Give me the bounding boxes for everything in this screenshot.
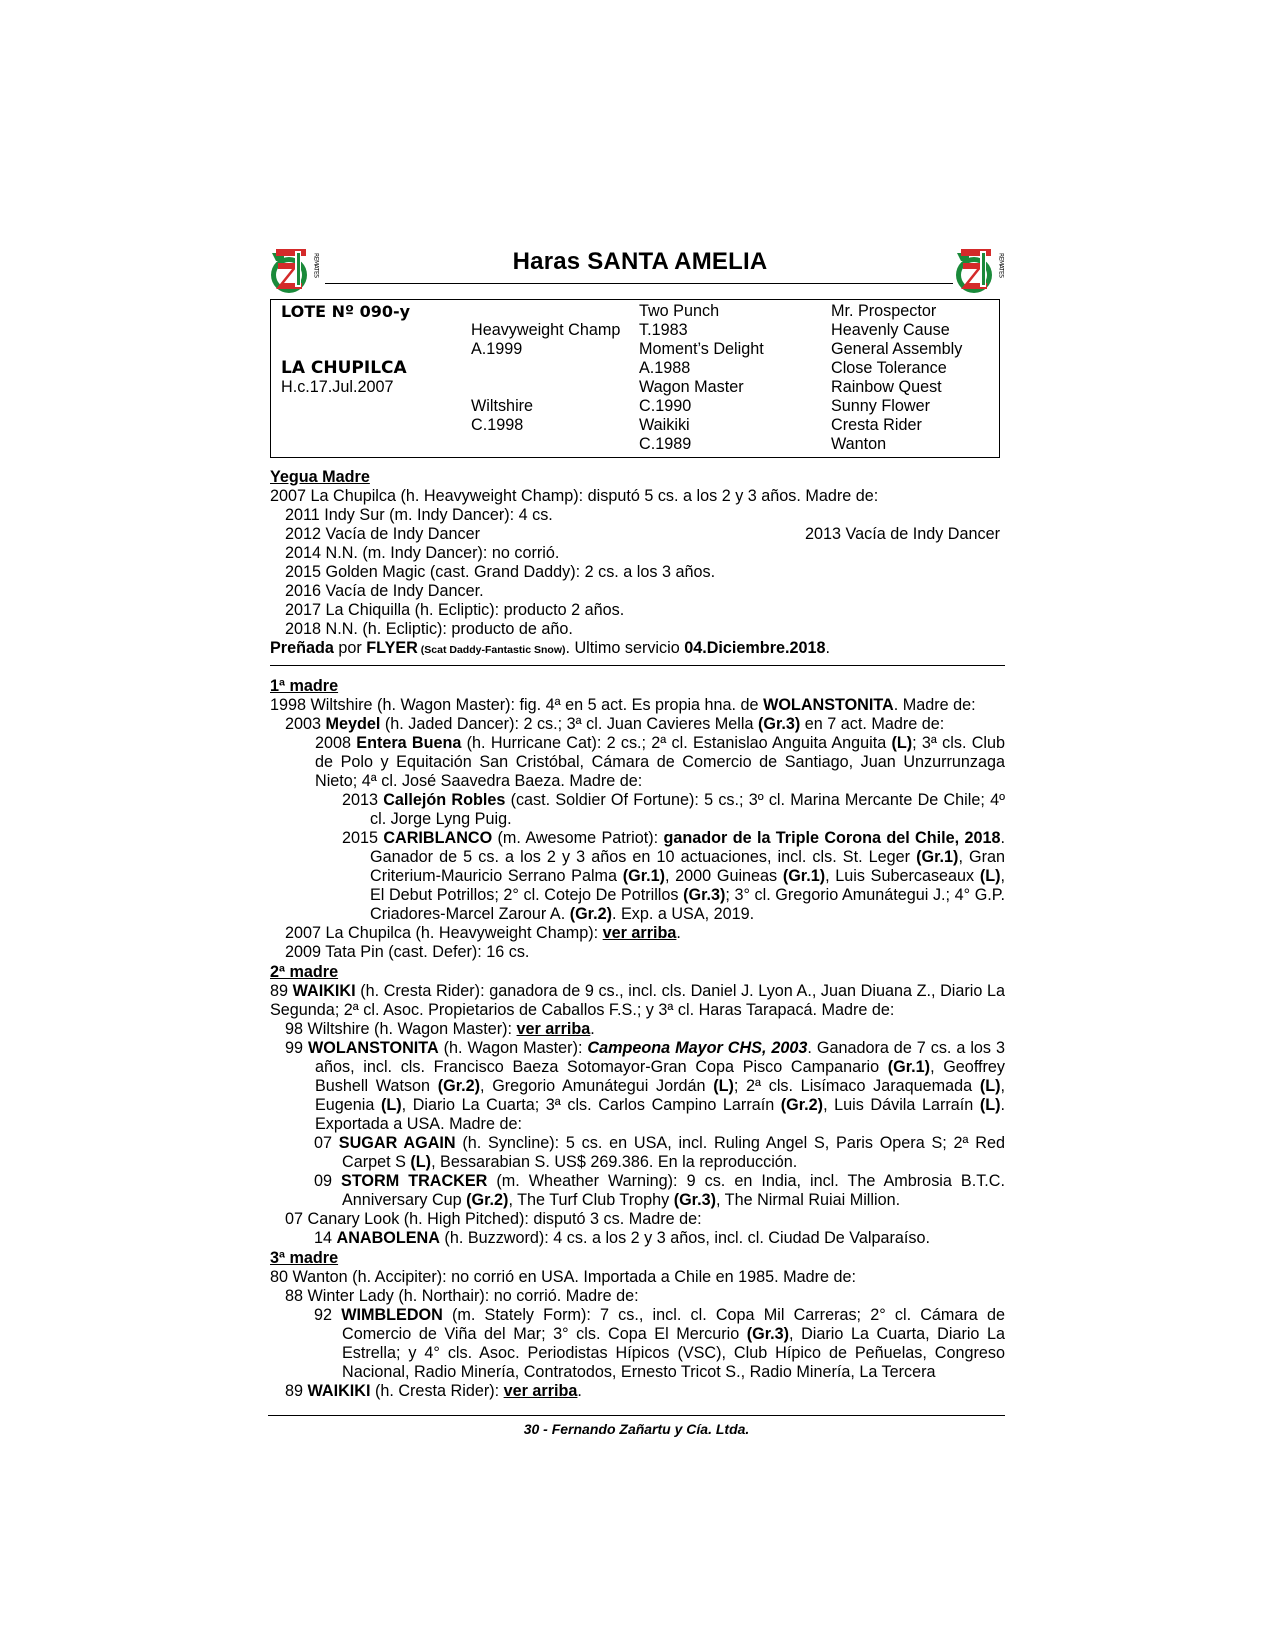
- text-run: por: [333, 639, 367, 657]
- grade-bold: (L): [380, 1096, 402, 1114]
- text-run: 99: [285, 1039, 308, 1057]
- dam-entry: 80 Wanton (h. Accipiter): no corrió en USA. Importada a Chile en 1985. Madre de:: [270, 1268, 857, 1286]
- grade-bold: (L): [979, 1096, 1001, 1114]
- produce-entry: [270, 1134, 1005, 1172]
- horse-bold: Entera Buena: [356, 734, 462, 752]
- remates-logo-left: [270, 247, 322, 295]
- text-run: , Bessarabian S. US$ 269.386. En la reproducción.: [431, 1153, 798, 1171]
- text-run: . Ultimo servicio: [565, 639, 685, 657]
- grandparent-info: C.1990: [639, 397, 692, 415]
- produce-line-left: 2012 Vacía de Indy Dancer: [285, 525, 480, 543]
- produce-entry: [270, 791, 1005, 829]
- pregnancy-line: [270, 639, 1005, 660]
- text-run: 1998 Wiltshire (h. Wagon Master): fig. 4ª en 5 act. Es propia hna. de: [270, 696, 764, 714]
- yegua-intro: 2007 La Chupilca (h. Heavyweight Champ): disputó 5 cs. a los 2 y 3 años. Madre de:: [270, 487, 879, 505]
- grade-bold: (L): [410, 1153, 432, 1171]
- grade-bold: (L): [979, 1077, 1001, 1095]
- catalog-body: [270, 467, 1005, 1401]
- great-grandparent: Heavenly Cause: [831, 321, 950, 339]
- horse-bold: WAIKIKI: [307, 1382, 371, 1400]
- produce-entry: [270, 1172, 1005, 1210]
- produce-entry: [270, 1020, 1005, 1039]
- grade-bold: (Gr.1): [916, 848, 959, 866]
- text-run: 2008: [315, 734, 357, 752]
- produce-entry: [270, 734, 1005, 791]
- stallion-pedigree: (Scat Daddy-Fantastic Snow): [417, 644, 566, 656]
- produce-line: 2011 Indy Sur (m. Indy Dancer): 4 cs.: [285, 506, 553, 524]
- horse-bold: STORM TRACKER: [341, 1172, 488, 1190]
- remates-logo-right: [955, 247, 1007, 295]
- produce-line: 2018 N.N. (h. Ecliptic): producto de año.: [285, 620, 573, 638]
- page-footer: 30 - Fernando Zañartu y Cía. Ltda.: [523, 1421, 750, 1437]
- sire-name: Heavyweight Champ: [471, 321, 621, 339]
- lote-number: LOTE Nº 090-y: [281, 302, 411, 321]
- text-run: .: [825, 639, 831, 657]
- dam-entry: [270, 696, 1005, 715]
- logo-text: REMATES: [997, 253, 1005, 278]
- see-above-link[interactable]: ver arriba: [516, 1020, 591, 1038]
- great-grandparent: Close Tolerance: [831, 359, 947, 377]
- text-run: , El Debut Potrillos; 2° cl. Cotejo De Potrillos: [370, 867, 1005, 904]
- text-run: ; 3° cl. Gregorio Amunátegui J.; 4° G.P. Criadores-Marcel Zarour A.: [370, 886, 1005, 923]
- text-run: (h. Cresta Rider): ganadora de 9 cs., incl. cls. Daniel J. Lyon A., Juan Diuana Z., Diario La Segunda; 2ª cl. Asoc. Propietarios de Caballos F.S.; y 3ª cl. Haras Tarapacá. Madre de:: [270, 982, 1005, 1019]
- text-run: .: [577, 1382, 582, 1400]
- dam-entry: [270, 982, 1005, 1020]
- grade-bold: (Gr.2): [569, 905, 612, 923]
- grade-bold: (Gr.2): [437, 1077, 481, 1095]
- text-run: . Ganadora de 7 cs. a los 3 años, incl. cls. Francisco Baeza Sotomayor-Gran Copa Pisco Campanario: [315, 1039, 1005, 1076]
- great-grandparent: General Assembly: [831, 340, 963, 358]
- grade-bold: (Gr.3): [746, 1325, 790, 1343]
- horse-bold: WIMBLEDON: [341, 1306, 443, 1324]
- text-run: , Eugenia: [315, 1077, 1005, 1114]
- text-run: (h. Syncline): 5 cs. en USA, incl. Ruling Angel S, Paris Opera S; 2ª Red Carpet S: [342, 1134, 1006, 1171]
- text-run: , Diario La Cuarta; 3ª cls. Carlos Campino Larraín: [401, 1096, 781, 1114]
- horse-bold: Meydel: [325, 715, 381, 733]
- text-run: (m. Wheather Warning): 9 cs. en India, incl. The Ambrosia B.T.C. Anniversary Cup: [342, 1172, 1005, 1209]
- produce-entry: [270, 924, 1005, 943]
- text-run: 2013: [342, 791, 384, 809]
- text-run: . Ganador de 5 cs. a los 2 y 3 años en 10 actuaciones, incl. cls. St. Leger: [370, 829, 1005, 866]
- pregnancy-label: Preñada: [270, 639, 334, 657]
- text-run: , 2000 Guineas: [665, 867, 783, 885]
- pedigree-great-grandparents-col: [831, 302, 962, 454]
- text-run: , Gran Criterium-Mauricio Serrano Palma: [370, 848, 1006, 885]
- see-above-link[interactable]: ver arriba: [602, 924, 677, 942]
- section-heading-2a-madre: 2ª madre: [270, 963, 339, 981]
- grade-bold: (Gr.1): [622, 867, 665, 885]
- great-grandparent: Cresta Rider: [831, 416, 922, 434]
- grade-bold: (Gr.3): [683, 886, 726, 904]
- text-run: 2015: [342, 829, 384, 847]
- horse-name: LA CHUPILCA: [281, 358, 407, 378]
- champion-title: Campeona Mayor CHS, 2003: [587, 1039, 808, 1057]
- text-run: ; 3ª cls. Club de Polo y Equitación San Cristóbal, Cámara de Comercio de Santiago, Juan Unzurrunzaga Nieto; 4ª cl. José Saavedra Baeza. Madre de:: [315, 734, 1006, 790]
- text-run: (h. Jaded Dancer): 2 cs.; 3ª cl. Juan Cavieres Mella: [380, 715, 758, 733]
- grandparent-name: Waikiki: [639, 416, 690, 434]
- produce-line: [270, 525, 1005, 544]
- text-run: 92: [314, 1306, 342, 1324]
- text-run: 89: [270, 982, 293, 1000]
- text-run: 89: [285, 1382, 308, 1400]
- text-run: (h. Wagon Master):: [438, 1039, 588, 1057]
- text-run: ; 2ª cls. Lisímaco Jaraquemada: [733, 1077, 980, 1095]
- section-heading-3a-madre: 3ª madre: [270, 1249, 339, 1267]
- text-run: (h. Cresta Rider):: [370, 1382, 504, 1400]
- text-run: , Gregorio Amunátegui Jordán: [480, 1077, 714, 1095]
- text-run: 09: [314, 1172, 342, 1190]
- produce-entry: 88 Winter Lady (h. Northair): no corrió. Madre de:: [285, 1287, 639, 1305]
- dam-name: Wiltshire: [471, 397, 534, 415]
- horse-bold: WOLANSTONITA: [763, 696, 894, 714]
- cover-stallion: FLYER: [366, 639, 418, 657]
- horse-bold: WAIKIKI: [292, 982, 356, 1000]
- produce-entry: [270, 829, 1005, 924]
- text-run: 07: [314, 1134, 339, 1152]
- grandparent-info: T.1983: [639, 321, 688, 339]
- produce-entry: [270, 1306, 1005, 1382]
- grandparent-info: A.1988: [639, 359, 691, 377]
- text-run: (m. Awesome Patriot):: [492, 829, 664, 847]
- text-run: 14: [314, 1229, 337, 1247]
- produce-line: 2015 Golden Magic (cast. Grand Daddy): 2 cs. a los 3 años.: [285, 563, 716, 581]
- grade-bold: (Gr.1): [782, 867, 826, 885]
- grade-bold: (Gr.1): [887, 1058, 931, 1076]
- grandparent-info: C.1989: [639, 435, 692, 453]
- last-service-date: 04.Diciembre.2018: [684, 639, 826, 657]
- text-run: , Geoffrey Bushell Watson: [315, 1058, 1006, 1095]
- sire-info: A.1999: [471, 340, 523, 358]
- horse-info: H.c.17.Jul.2007: [281, 378, 394, 396]
- text-run: , Diario La Cuarta, Diario La Estrella; y 4° cls. Asoc. Periodistas Hípicos (VSC), Club Hípico de Peñuelas, Congreso Nacional, Radio Minería, Contratodos, Ernesto Tricot S., Radio Minería, La Tercera: [342, 1325, 1005, 1381]
- text-run: (h. Hurricane Cat): 2 cs.; 2ª cl. Estanislao Anguita Anguita: [461, 734, 892, 752]
- pedigree-parents-col: [471, 302, 620, 435]
- achievement-bold: ganador de la Triple Corona del Chile, 2018: [663, 829, 1001, 847]
- text-run: (h. Buzzword): 4 cs. a los 2 y 3 años, incl. cl. Ciudad De Valparaíso.: [439, 1229, 930, 1247]
- grandparent-name: Wagon Master: [639, 378, 744, 396]
- produce-entry: 07 Canary Look (h. High Pitched): disputó 3 cs. Madre de:: [285, 1210, 702, 1228]
- horse-bold: SUGAR AGAIN: [338, 1134, 456, 1152]
- text-run: en 7 act. Madre de:: [800, 715, 945, 733]
- text-run: , The Turf Club Trophy: [508, 1191, 674, 1209]
- pedigree-horse-col: [281, 302, 410, 397]
- section-divider: [270, 665, 1005, 666]
- see-above-link[interactable]: ver arriba: [503, 1382, 578, 1400]
- section-heading-1a-madre: 1ª madre: [270, 677, 339, 695]
- produce-entry: [270, 715, 1005, 734]
- horse-bold: CARIBLANCO: [383, 829, 493, 847]
- grade-bold: (Gr.2): [466, 1191, 509, 1209]
- produce-entry: [270, 1039, 1005, 1134]
- text-run: . Madre de:: [893, 696, 976, 714]
- text-run: 2007 La Chupilca (h. Heavyweight Champ):: [285, 924, 603, 942]
- produce-line-right: 2013 Vacía de Indy Dancer: [805, 525, 1000, 543]
- text-run: (cast. Soldier Of Fortune): 5 cs.; 3º cl. Marina Mercante De Chile; 4º cl. Jorge Lyng Puig.: [370, 791, 1005, 828]
- footer-rule: [268, 1415, 1005, 1416]
- produce-line: 2014 N.N. (m. Indy Dancer): no corrió.: [285, 544, 560, 562]
- grade-bold: (L): [713, 1077, 734, 1095]
- great-grandparent: Sunny Flower: [831, 397, 930, 415]
- section-heading-yegua-madre: Yegua Madre: [270, 468, 370, 486]
- grade-bold: (Gr.2): [780, 1096, 824, 1114]
- produce-entry: 2009 Tata Pin (cast. Defer): 16 cs.: [285, 943, 530, 961]
- pedigree-box: [270, 299, 1000, 458]
- text-run: 98 Wiltshire (h. Wagon Master):: [285, 1020, 517, 1038]
- horse-bold: ANABOLENA: [336, 1229, 440, 1247]
- text-run: . Exp. a USA, 2019.: [611, 905, 755, 923]
- great-grandparent: Wanton: [831, 435, 887, 453]
- text-run: 2003: [285, 715, 326, 733]
- produce-line: 2017 La Chiquilla (h. Ecliptic): producto 2 años.: [285, 601, 625, 619]
- grandparent-name: Moment’s Delight: [639, 340, 764, 358]
- text-run: , Luis Subercaseaux: [825, 867, 980, 885]
- produce-entry: [270, 1229, 1005, 1248]
- grade-bold: (Gr.3): [673, 1191, 716, 1209]
- horse-bold: Callejón Robles: [383, 791, 506, 809]
- page-title: Haras SANTA AMELIA: [512, 248, 768, 275]
- pedigree-grandparents-col: [639, 302, 764, 454]
- text-run: .: [590, 1020, 595, 1038]
- grade-bold: (L): [891, 734, 913, 752]
- grandparent-name: Two Punch: [639, 302, 720, 320]
- produce-line: 2016 Vacía de Indy Dancer.: [285, 582, 484, 600]
- text-run: . Exportada a USA. Madre de:: [315, 1096, 1005, 1133]
- logo-text: REMATES: [312, 253, 320, 278]
- grade-bold: (Gr.3): [757, 715, 801, 733]
- great-grandparent: Mr. Prospector: [831, 302, 937, 320]
- text-run: , The Nirmal Ruiai Million.: [715, 1191, 901, 1209]
- great-grandparent: Rainbow Quest: [831, 378, 942, 396]
- text-run: , Luis Dávila Larraín: [823, 1096, 980, 1114]
- title-rule: [325, 283, 953, 284]
- produce-entry: [270, 1382, 1005, 1401]
- horse-bold: WOLANSTONITA: [307, 1039, 439, 1057]
- text-run: (m. Stately Form): 7 cs., incl. cl. Copa Mil Carreras; 2° cl. Cámara de Comercio de Viña del Mar; 3° cls. Copa El Mercurio: [342, 1306, 1005, 1343]
- text-run: .: [676, 924, 681, 942]
- grade-bold: (L): [979, 867, 1001, 885]
- dam-info: C.1998: [471, 416, 524, 434]
